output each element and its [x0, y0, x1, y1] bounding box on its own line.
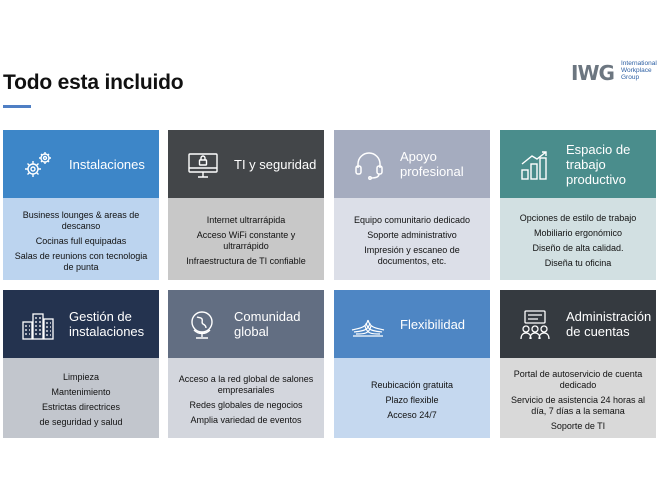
card-title: TI y seguridad — [234, 156, 317, 172]
feature-item: Acceso 24/7 — [387, 409, 437, 420]
feature-item: Soporte de TI — [550, 420, 606, 431]
card-header — [334, 290, 490, 358]
feature-item: Plazo flexible — [385, 394, 439, 405]
card-apoyo-profesional — [334, 130, 490, 280]
feature-item: Impresión y escaneo de documentos, etc. — [364, 245, 460, 266]
card-espacio-trabajo — [500, 130, 656, 280]
card-header — [168, 290, 324, 358]
logo-mark: IWG — [571, 61, 614, 85]
card-title: Apoyo profesional — [400, 149, 464, 179]
feature-item: Limpieza — [62, 372, 100, 382]
card-header — [334, 130, 490, 198]
feature-item: Business lounges & areas de descanso — [22, 209, 140, 231]
card-body — [500, 198, 656, 280]
card-header — [3, 130, 159, 198]
growth-chart-icon — [518, 148, 552, 182]
card-ti-seguridad — [168, 130, 324, 280]
feature-item: Equipo comunitario dedicado — [353, 215, 471, 225]
card-body — [3, 198, 159, 280]
card-title: Flexibilidad — [400, 316, 466, 332]
card-gestion-instalaciones — [3, 290, 159, 438]
feature-item: Diseña tu oficina — [544, 258, 612, 268]
card-title: Gestión de instalaciones — [69, 309, 145, 339]
feature-item: Opciones de estilo de trabajo — [519, 213, 637, 223]
card-body — [334, 358, 490, 438]
feature-item: Portal de autoservicio de cuenta dedicado — [513, 368, 643, 390]
feature-item: Acceso WiFi constante y ultrarrápido — [196, 230, 296, 251]
card-instalaciones — [3, 130, 159, 280]
feature-item: Redes globales de negocios — [189, 400, 303, 410]
feature-item: Infraestructura de TI confiable — [186, 256, 306, 266]
card-administracion-cuentas — [500, 290, 656, 438]
headset-icon — [352, 148, 386, 182]
feature-item: Internet ultrarrápida — [206, 215, 286, 225]
feature-item: Mobiliario ergonómico — [533, 228, 623, 238]
card-title: Comunidad global — [234, 309, 301, 339]
feature-item: Cocinas full equipadas — [35, 235, 127, 246]
feature-item: Reubicación gratuita — [370, 379, 454, 390]
card-title: Instalaciones — [69, 156, 145, 172]
card-header — [168, 130, 324, 198]
card-header — [500, 130, 656, 198]
card-header — [3, 290, 159, 358]
card-header — [500, 290, 656, 358]
bending-lines-icon — [346, 308, 390, 342]
card-body — [334, 198, 490, 280]
feature-item: Servicio de asistencia 24 horas al día, 7 días a la semana — [510, 394, 646, 416]
card-body — [168, 198, 324, 280]
feature-item: Acceso a la red global de salones empresariales — [178, 374, 314, 395]
card-body — [500, 358, 656, 438]
globe-icon — [186, 308, 220, 342]
card-flexibilidad — [334, 290, 490, 438]
feature-item: Mantenimiento — [51, 387, 111, 397]
title-underline — [3, 105, 31, 108]
feature-item: Estrictas directrices — [41, 402, 121, 412]
gears-icon — [21, 148, 55, 182]
card-comunidad-global — [168, 290, 324, 438]
feature-item: Salas de reunions con tecnologia de punta — [14, 250, 148, 272]
iwg-logo — [571, 59, 661, 85]
card-body — [3, 358, 159, 438]
logo-text: International Workplace Group — [621, 60, 657, 81]
page-title: Todo esta incluido — [3, 71, 184, 94]
buildings-icon — [21, 308, 55, 342]
card-title: Administración de cuentas — [566, 309, 652, 339]
feature-item: de seguridad y salud — [39, 417, 123, 427]
card-title: Espacio de trabajo productivo — [566, 141, 631, 187]
secure-monitor-icon — [186, 148, 220, 182]
feature-item: Amplia variedad de eventos — [190, 415, 302, 425]
account-team-icon — [518, 308, 552, 342]
feature-item: Diseño de alta calidad. — [532, 243, 624, 253]
feature-item: Soporte administrativo — [367, 230, 457, 240]
card-body — [168, 358, 324, 438]
